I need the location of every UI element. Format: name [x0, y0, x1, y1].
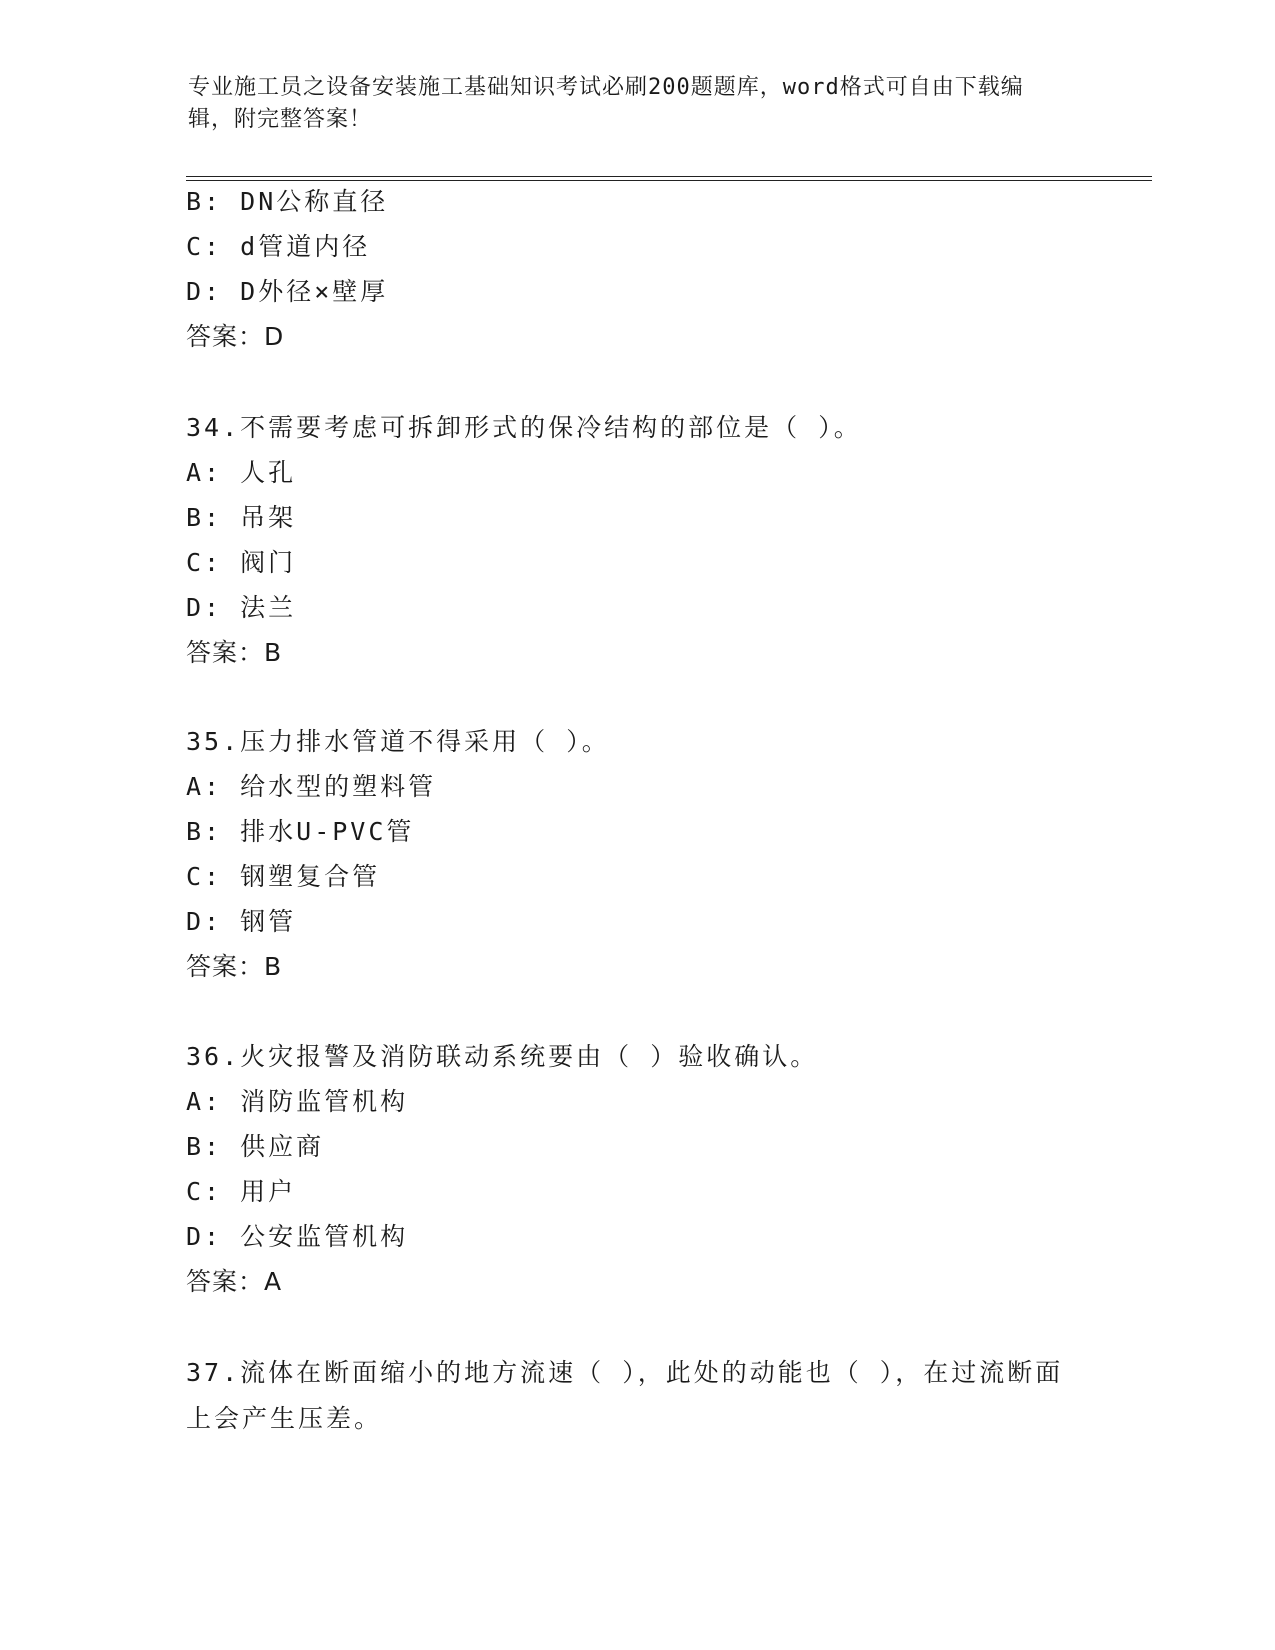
q33-option-b: B: DN公称直径	[186, 187, 389, 216]
q35-option-b: B: 排水U-PVC管	[186, 817, 415, 846]
q34-answer: 答案：B	[186, 638, 283, 667]
q36-option-a: A: 消防监管机构	[186, 1087, 409, 1116]
q36-answer: 答案：A	[186, 1267, 283, 1296]
q35-option-c: C: 钢塑复合管	[186, 862, 381, 891]
q35-answer: 答案：B	[186, 952, 283, 981]
q36-question: 36.火灾报警及消防联动系统要由（ ）验收确认。	[186, 1042, 819, 1071]
q36-option-c: C: 用户	[186, 1177, 297, 1206]
q35-question: 35.压力排水管道不得采用（ ）。	[186, 727, 610, 756]
q33-answer: 答案：D	[186, 322, 285, 351]
q34-option-c: C: 阀门	[186, 548, 297, 577]
q34-option-b: B: 吊架	[186, 503, 297, 532]
q34-option-d: D: 法兰	[186, 593, 297, 622]
q36-option-b: B: 供应商	[186, 1132, 325, 1161]
q33-option-d: D: D外径×壁厚	[186, 277, 389, 306]
q35-option-d: D: 钢管	[186, 907, 297, 936]
q33-option-c: C: d管道内径	[186, 232, 371, 261]
q37-question: 37.流体在断面缩小的地方流速（ ），此处的动能也（ ），在过流断面上会产生压差。	[186, 1358, 1064, 1433]
q34-question: 34.不需要考虑可拆卸形式的保冷结构的部位是（ ）。	[186, 413, 862, 442]
q36-option-d: D: 公安监管机构	[186, 1222, 409, 1251]
page-header-title: 专业施工员之设备安装施工基础知识考试必刷200题题库，word格式可自由下载编辑，附完整答案！	[188, 75, 1024, 132]
header-double-rule	[186, 176, 1152, 181]
q35-option-a: A: 给水型的塑料管	[186, 772, 437, 801]
q34-option-a: A: 人孔	[186, 458, 297, 487]
